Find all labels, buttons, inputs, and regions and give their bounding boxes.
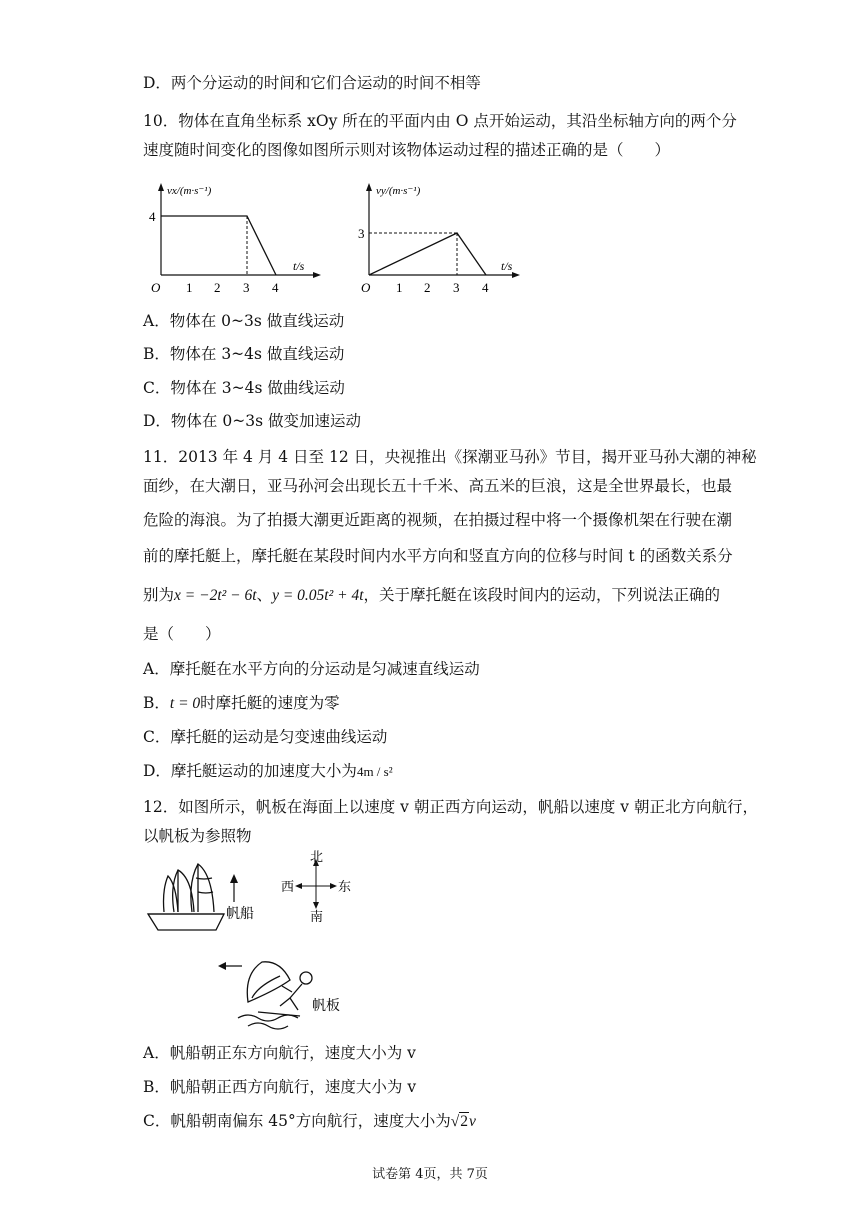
- q11-line5-post: ，关于摩托艇在该段时间内的运动，下列说法正确的: [363, 586, 721, 604]
- q11-option-b: [143, 693, 340, 714]
- compass-icon: [295, 859, 337, 909]
- page-footer: 试卷第 4页，共 7页: [372, 1167, 488, 1182]
- q9-option-d: D．两个分运动的时间和它们合运动的时间不相等: [143, 74, 481, 92]
- q12-option-c-sqrt: 2: [460, 1113, 469, 1130]
- q11-line5: [143, 585, 720, 606]
- q11-line5-mid: 、: [256, 586, 273, 604]
- vx-ylabel: vx/(m·s⁻¹): [167, 185, 212, 197]
- vx-xtick-4: 4: [272, 280, 279, 295]
- vy-origin: O: [361, 280, 371, 295]
- compass-east: 东: [338, 879, 352, 894]
- vx-xlabel: t/s: [293, 259, 305, 273]
- q11-option-c: C．摩托艇的运动是匀变速曲线运动: [143, 728, 388, 746]
- vx-xtick-1: 1: [186, 280, 193, 295]
- q10-stem-line2: 速度随时间变化的图像如图所示则对该物体运动过程的描述正确的是（ ）: [143, 141, 671, 159]
- compass-south: 南: [310, 909, 324, 924]
- label-sailboat: 帆船: [226, 907, 254, 922]
- q12-option-c: [143, 1111, 476, 1132]
- compass-north: 北: [310, 849, 324, 864]
- q11-eq-y: y = 0.05t² + 4t: [272, 587, 364, 604]
- vy-xtick-3: 3: [453, 280, 460, 295]
- graph-vy: [355, 178, 525, 298]
- q12-option-c-v: v: [469, 1113, 476, 1130]
- q10-option-b: B．物体在 3~4s 做直线运动: [143, 345, 345, 363]
- q11-option-d: [143, 761, 393, 782]
- q11-option-a: A．摩托艇在水平方向的分运动是匀减速直线运动: [143, 660, 480, 678]
- vy-xlabel: t/s: [501, 259, 513, 273]
- vy-ytick-3: 3: [358, 226, 365, 241]
- q11-line3: 危险的海浪。为了拍摄大潮更近距离的视频，在拍摄过程中将一个摄像机架在行驶在潮: [143, 511, 733, 529]
- q11-option-d-math: 4m / s²: [356, 764, 393, 779]
- q10-option-a: A．物体在 0~3s 做直线运动: [143, 312, 345, 330]
- vy-ylabel: vy/(m·s⁻¹): [376, 185, 421, 197]
- vy-xtick-4: 4: [482, 280, 489, 295]
- q11-option-b-pre: B．: [143, 694, 170, 712]
- q11-option-b-math: t = 0: [169, 695, 201, 712]
- q10-option-d: D．物体在 0~3s 做变加速运动: [143, 412, 361, 430]
- q11-line1: 11．2013 年 4 月 4 日至 12 日，央视推出《探潮亚马孙》节目，揭开亚马孙大潮的神秘: [143, 448, 757, 466]
- q11-line2: 面纱，在大潮日，亚马孙河会出现长五十千米、高五米的巨浪，这是全世界最长，也最: [143, 477, 733, 495]
- q11-line4: 前的摩托艇上，摩托艇在某段时间内水平方向和竖直方向的位移与时间 t 的函数关系分: [143, 547, 733, 565]
- compass-west: 西: [281, 879, 295, 894]
- q11-option-d-pre: D．摩托艇运动的加速度大小为: [143, 762, 357, 780]
- q12-option-b: B．帆船朝正西方向航行，速度大小为 v: [143, 1078, 417, 1096]
- label-windsurf: 帆板: [312, 999, 340, 1014]
- q12-option-a: A．帆船朝正东方向航行，速度大小为 v: [143, 1044, 416, 1062]
- vy-xtick-2: 2: [424, 280, 431, 295]
- windsurf-icon: [238, 962, 312, 1029]
- q11-line5-pre: 别为: [143, 586, 175, 604]
- q10-stem-line1: 10．物体在直角坐标系 xOy 所在的平面内由 O 点开始运动，其沿坐标轴方向的两个分: [143, 112, 737, 130]
- q12-option-c-pre: C．帆船朝南偏东 45°方向航行，速度大小为: [143, 1112, 451, 1130]
- sailboat-icon: [148, 864, 224, 930]
- q10-option-c: C．物体在 3~4s 做曲线运动: [143, 379, 345, 397]
- vy-xtick-1: 1: [396, 280, 403, 295]
- vx-xtick-2: 2: [214, 280, 221, 295]
- vx-ytick-4: 4: [149, 209, 156, 224]
- q11-line6: 是（ ）: [143, 625, 221, 643]
- vx-origin: O: [151, 280, 161, 295]
- q11-eq-x: x = −2t² − 6t: [174, 587, 257, 604]
- q12-figure: [140, 848, 380, 1048]
- q12-line1: 12．如图所示，帆板在海面上以速度 v 朝正西方向运动，帆船以速度 v 朝正北方向航行，: [143, 798, 758, 816]
- graph-vx: [143, 178, 328, 298]
- vx-xtick-3: 3: [243, 280, 250, 295]
- q12-line2: 以帆板为参照物: [143, 827, 252, 845]
- sqrt-icon: √: [450, 1113, 460, 1130]
- q11-option-b-post: 时摩托艇的速度为零: [200, 694, 340, 712]
